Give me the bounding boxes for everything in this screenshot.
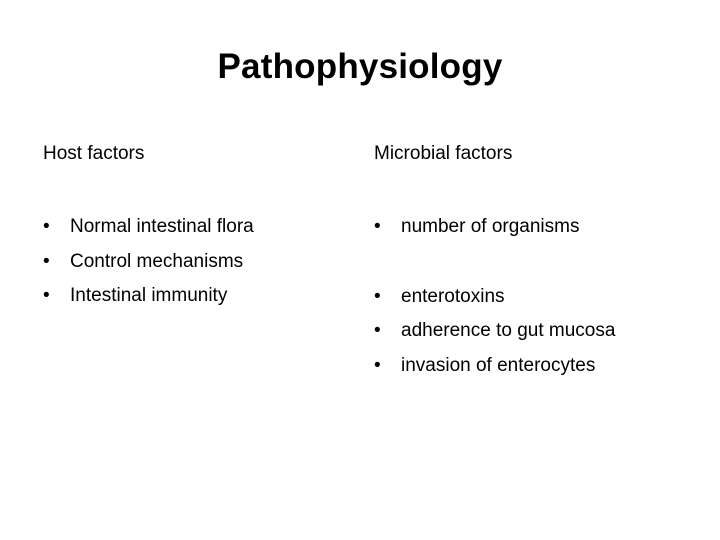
list-item	[43, 210, 373, 245]
bullet-icon: •	[374, 354, 381, 376]
list-item	[43, 279, 373, 314]
list-item-text: Normal intestinal flora	[70, 216, 254, 237]
slide-title: Pathophysiology	[217, 47, 503, 86]
list-item	[374, 349, 704, 384]
list-item-text: invasion of enterocytes	[401, 354, 596, 376]
bullet-icon: •	[374, 285, 381, 307]
list-item-text: Intestinal immunity	[70, 285, 228, 306]
bullet-icon: •	[43, 285, 50, 306]
list-item-text: Control mechanisms	[70, 250, 244, 272]
bullet-icon: •	[43, 216, 50, 237]
host-factors-list	[43, 210, 373, 314]
list-item	[43, 245, 373, 280]
bullet-icon: •	[374, 320, 381, 341]
list-item-text: enterotoxins	[401, 285, 505, 307]
microbial-factors-list	[374, 210, 704, 383]
column-heading-host-factors: Host factors	[43, 143, 145, 164]
microbial-factors-column	[374, 140, 694, 376]
host-factors-column	[43, 140, 363, 306]
column-heading-microbial-factors: Microbial factors	[374, 143, 513, 164]
list-item-text: number of organisms	[401, 216, 580, 237]
list-item-text: adherence to gut mucosa	[401, 320, 616, 341]
bullet-icon: •	[43, 250, 50, 272]
bullet-icon: •	[374, 216, 381, 237]
list-item	[374, 280, 704, 315]
list-item	[374, 314, 704, 349]
list-item	[374, 210, 704, 245]
